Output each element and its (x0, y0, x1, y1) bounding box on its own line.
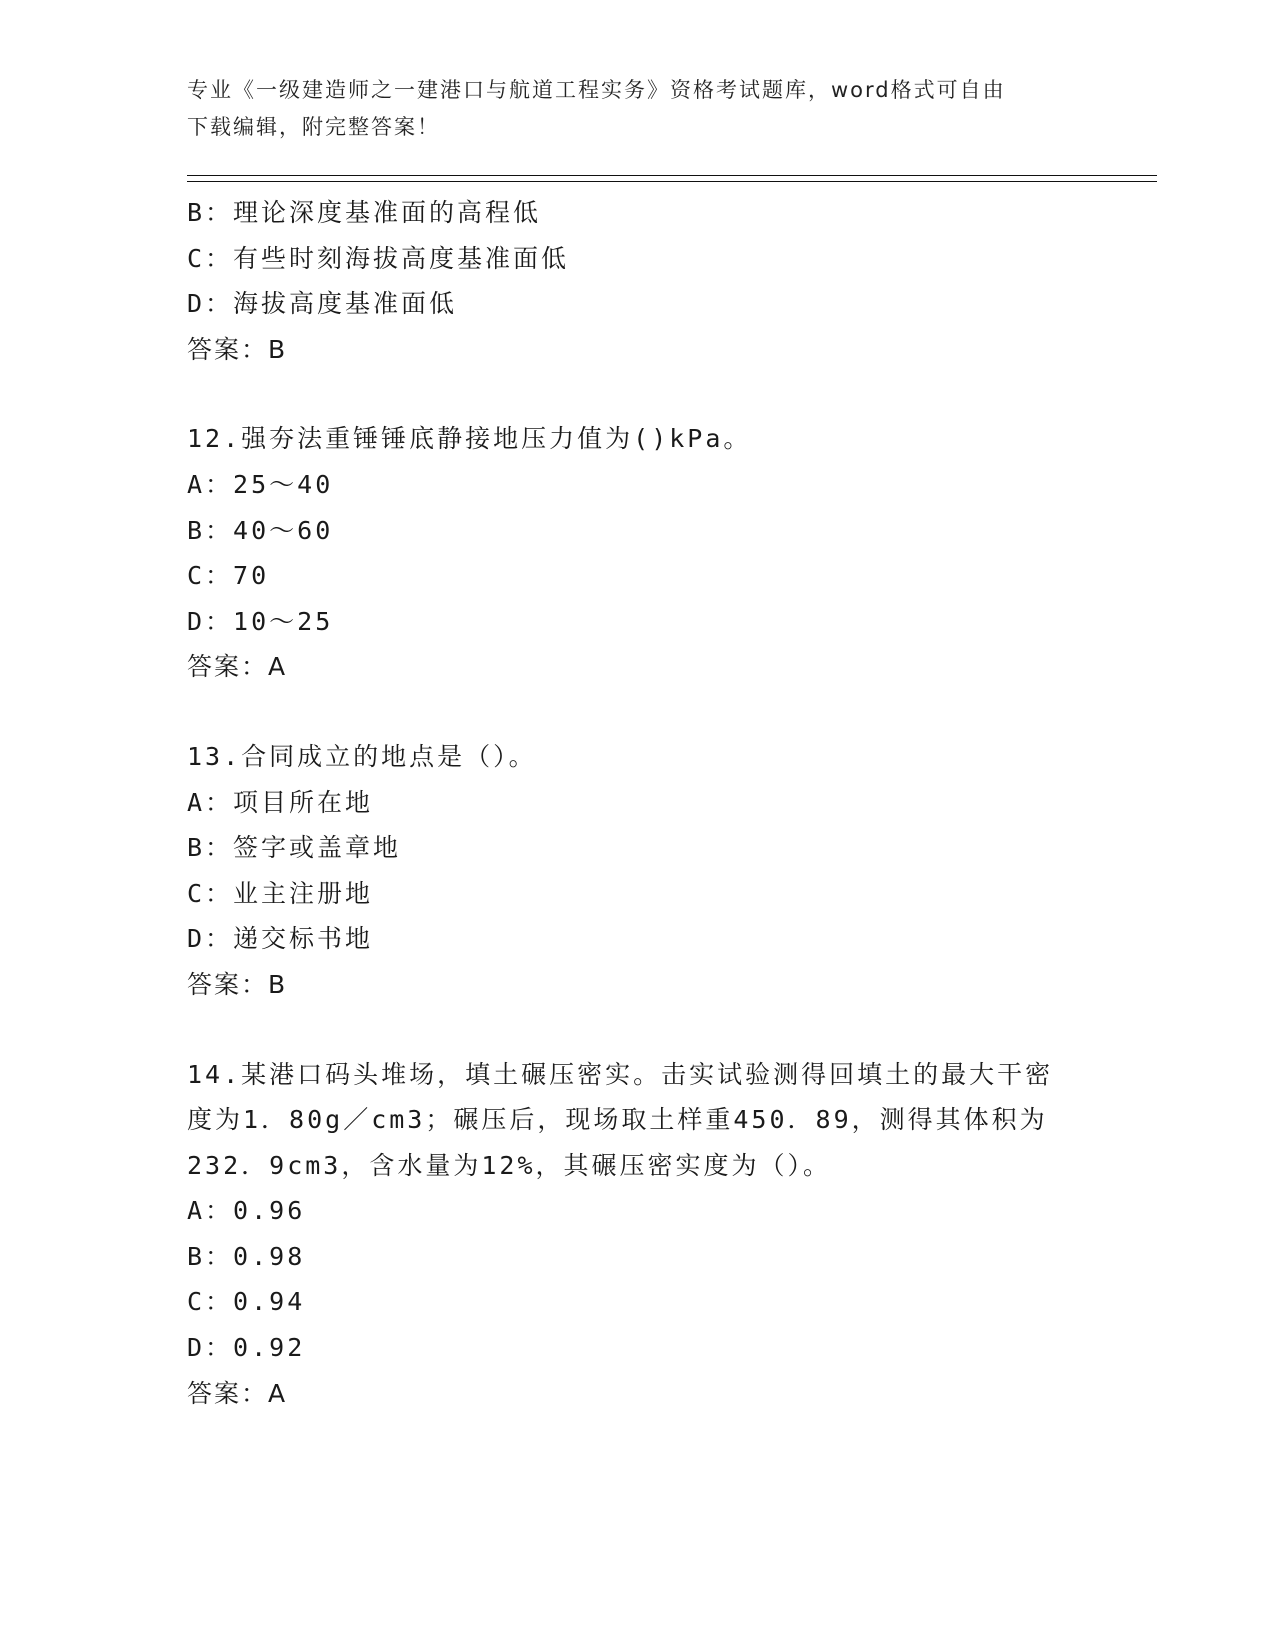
question-stem-line-1: 14.某港口码头堆场，填土碾压密实。击实试验测得回填土的最大干密 (187, 1059, 1054, 1089)
question-stem: 13.合同成立的地点是（）。 (187, 741, 537, 771)
option-b: B：理论深度基准面的高程低 (187, 198, 542, 227)
question-12 (187, 416, 1087, 690)
previous-question-continuation (187, 190, 1087, 372)
question-13 (187, 734, 1087, 1008)
option-a: A：25～40 (187, 469, 334, 499)
question-stem: 12.强夯法重锤锤底静接地压力值为()kPa。 (187, 424, 752, 454)
option-d: D：海拔高度基准面低 (187, 289, 458, 319)
spacer (187, 372, 1087, 416)
option-d: D：10～25 (187, 606, 334, 636)
answer-line: 答案：B (187, 969, 288, 999)
option-c: C：0.94 (187, 1287, 306, 1317)
option-b: B：签字或盖章地 (187, 833, 402, 863)
header-divider-bottom (187, 181, 1157, 182)
header-line-2: 下载编辑，附完整答案！ (187, 115, 440, 139)
question-14 (187, 1052, 1087, 1417)
answer-line: 答案：A (187, 1378, 288, 1408)
header-line-1: 专业《一级建造师之一建港口与航道工程实务》资格考试题库，word格式可自由 (187, 78, 1006, 102)
spacer (187, 1008, 1087, 1052)
question-content (187, 190, 1087, 1416)
option-a: A：0.96 (187, 1196, 306, 1226)
option-b: B：40～60 (187, 515, 334, 545)
option-b: B：0.98 (187, 1241, 306, 1271)
option-c: C：70 (187, 561, 270, 591)
question-stem-line-3: 232．9cm3，含水量为12%，其碾压密实度为（）。 (187, 1150, 832, 1180)
answer-line: 答案：B (187, 334, 288, 364)
option-d: D：递交标书地 (187, 924, 374, 954)
option-c: C：有些时刻海拔高度基准面低 (187, 243, 570, 273)
spacer (187, 690, 1087, 734)
header-divider-top (187, 175, 1157, 176)
option-a: A：项目所在地 (187, 787, 374, 817)
option-c: C：业主注册地 (187, 878, 374, 908)
option-d: D：0.92 (187, 1333, 306, 1363)
question-stem-line-2: 度为1．80g／cm3；碾压后，现场取土样重450．89，测得其体积为 (187, 1105, 1048, 1135)
answer-line: 答案：A (187, 652, 288, 682)
document-header (187, 72, 1087, 146)
